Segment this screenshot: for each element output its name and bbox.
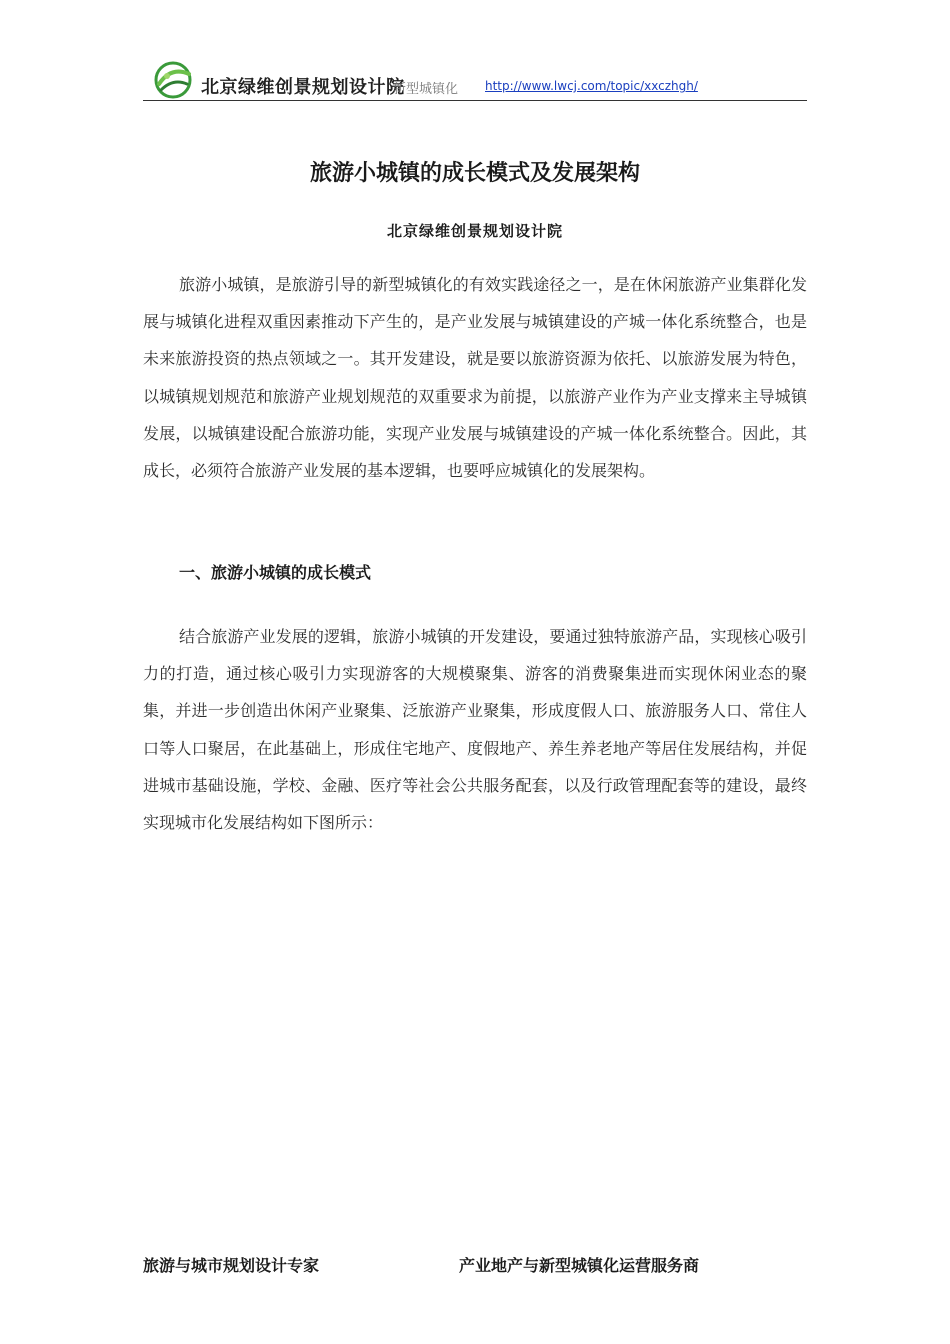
green-globe-logo-icon [153,60,193,100]
body-paragraph: 旅游小城镇，是旅游引导的新型城镇化的有效实践途径之一，是在休闲旅游产业集群化发展与城镇化进程双重因素推动下产生的，是产业发展与城镇建设的产城一体化系统整合，也是未来旅游投资的热点领域之一。其开发建设，就是要以旅游资源为依托、以旅游发展为特色，以城镇规划规范和旅游产业规划规范的双重要求为前提，以旅游产业作为产业支撑来主导城镇发展，以城镇建设配合旅游功能，实现产业发展与城镇建设的产城一体化系统整合。因此，其成长，必须符合旅游产业发展的基本逻辑，也要呼应城镇化的发展架构。 [143,275,807,481]
document-author: 北京绿维创景规划设计院 [386,222,563,240]
org-name: 北京绿维创景规划设计院 [201,77,405,98]
header-link[interactable]: http://www.lwcj.com/topic/xxczhgh/ [485,79,698,93]
section-heading: 一、旅游小城镇的成长模式 [179,563,372,582]
header-tag: 新型城镇化 [393,82,459,97]
document-title: 旅游小城镇的成长模式及发展架构 [309,161,640,186]
footer-left-text: 旅游与城市规划设计专家 [143,1256,320,1275]
footer-right-text: 产业地产与新型城镇化运营服务商 [459,1256,700,1275]
header-divider [143,100,807,101]
page-header [143,58,807,102]
body-paragraph: 结合旅游产业发展的逻辑，旅游小城镇的开发建设，要通过独特旅游产品，实现核心吸引力的打造，通过核心吸引力实现游客的大规模聚集、游客的消费聚集进而实现休闲业态的聚集，并进一步创造出休闲产业聚集、泛旅游产业聚集，形成度假人口、旅游服务人口、常住人口等人口聚居，在此基础上，形成住宅地产、度假地产、养生养老地产等居住发展结构，并促进城市基础设施，学校、金融、医疗等社会公共服务配套，以及行政管理配套等的建设，最终实现城市化发展结构如下图所示： [143,627,807,833]
